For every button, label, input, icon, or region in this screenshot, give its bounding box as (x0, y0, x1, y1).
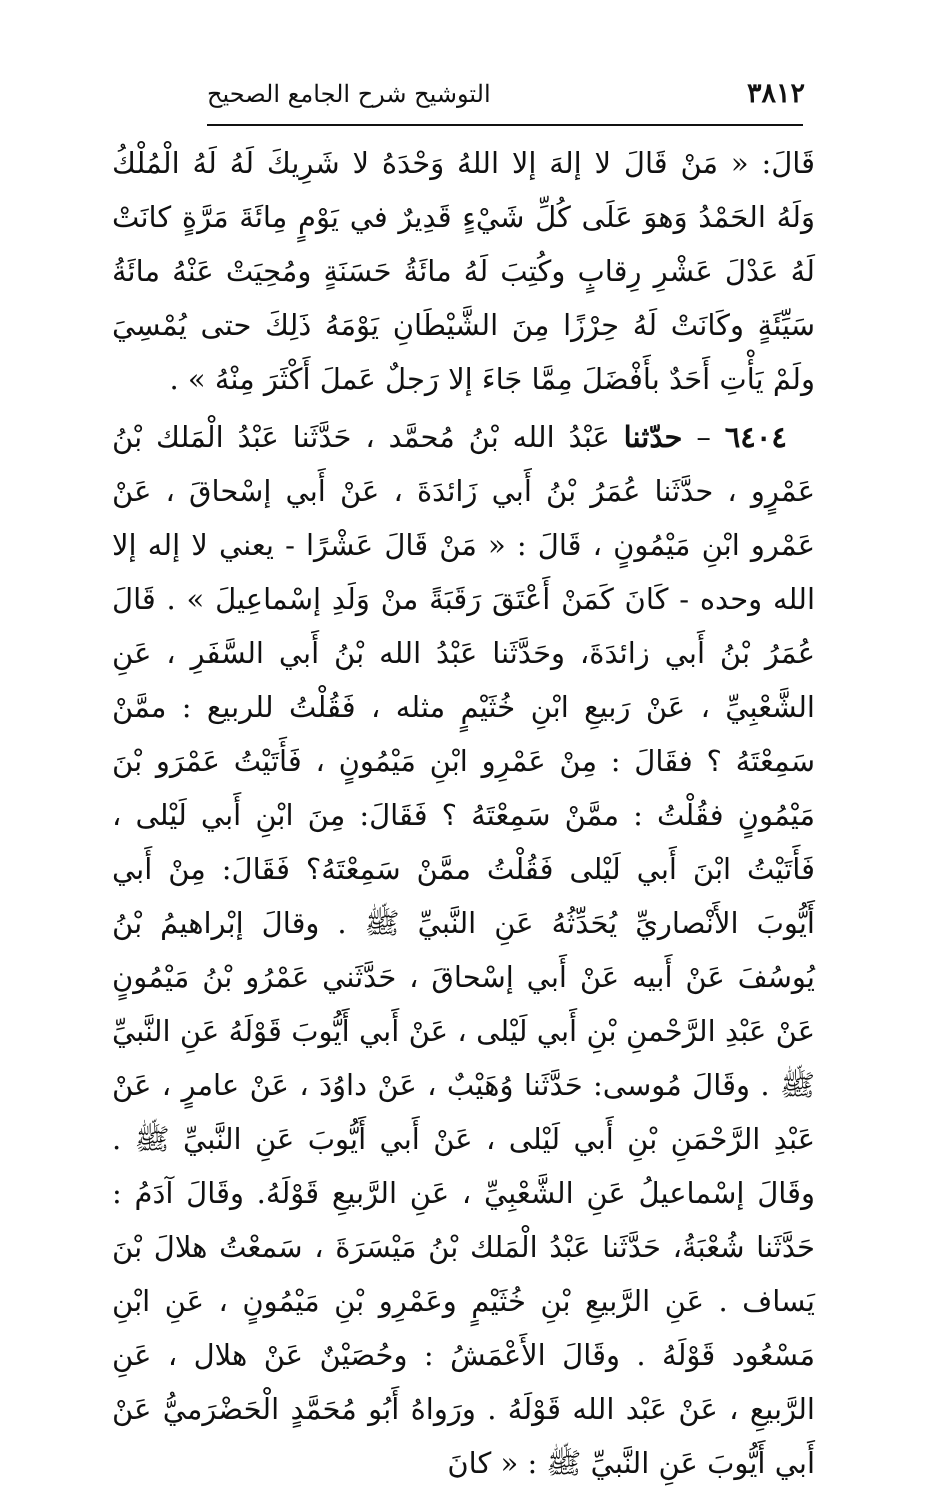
header-rule (207, 124, 803, 126)
running-title: التوشيح شرح الجامع الصحيح (207, 80, 491, 108)
body-text (112, 136, 815, 1490)
paragraph-continuation: قَالَ: « مَنْ قَالَ لا إلهَ إلا اللهُ وَحْدَهُ لا شَرِيكَ لَهُ لَهُ الْمُلْكُ وَلَهُ الحَمْدُ وَهوَ عَلَى كُلِّ شَيْءٍ قَدِيرٌ في يَوْمٍ مِائَةَ مَرَّةٍ كانَتْ لَهُ عَدْلَ عَشْرِ رِقابٍ وكُتِبَ لَهُ مائَةُ حَسَنَةٍ ومُحِيَتْ عَنْهُ مائَةُ سَيِّئَةٍ وكَانَتْ لَهُ حِرْزًا مِنَ الشَّيْطَانِ يَوْمَهُ ذَلِكَ حتى يُمْسِيَ ولَمْ يَأْتِ أَحَدٌ بأَفْضَلَ مِمَّا جَاءَ إلا رَجلٌ عَملَ أَكْثَرَ مِنْهُ » . (112, 146, 815, 396)
running-header (112, 78, 815, 122)
hadith-lead-word: حدّثنا (623, 420, 683, 454)
page-number: ٣٨١٢ (746, 78, 805, 109)
hadith-text: عَبْدُ الله بْنُ مُحمَّد ، حَدَّثَنا عَبْدُ الْمَلك بْنُ عَمْرٍو ، حدَّثَنا عُمَرُ بْنُ أَبي زَائدَةَ ، عَنْ أَبي إسْحاقَ ، عَنْ عَمْرو ابْنِ مَيْمُونٍ ، قَالَ : « مَنْ قَالَ عَشْرًا - يعني لا إله إلا الله وحده - كَانَ كَمَنْ أَعْتَقَ رَقَبَةً منْ وَلَدِ إسْماعِيلَ » . قَالَ عُمَرُ بْنُ أَبي زائدَةَ، وحَدَّثَنا عَبْدُ الله بْنُ أَبي السَّفَرِ ، عَنِ الشَّعْبِيِّ ، عَنْ رَبيعِ ابْنِ خُثَيْمٍ مثله ، فَقُلْتُ للربيع : ممَّنْ سَمِعْتَهُ ؟ فقَالَ : مِنْ عَمْرِو ابْنِ مَيْمُونٍ ، فَأَتَيْتُ عَمْرَو بْنَ مَيْمُونٍ فقُلْتُ : ممَّنْ سَمِعْتَهُ ؟ فَقَالَ: مِنَ ابْنِ أَبي لَيْلى ، فَأَتَيْتُ ابْنَ أَبي لَيْلى فَقُلْتُ ممَّنْ سَمِعْتَهُ؟ فَقَالَ: مِنْ أَبي أَيُّوبَ الأَنْصاريِّ يُحَدِّثُهُ عَنِ النَّبيِّ ﷺ . وقالَ إبْراهيمُ بْنُ يُوسُفَ عَنْ أَبيه عَنْ أَبي إسْحاقَ ، حَدَّثَني عَمْرُو بْنُ مَيْمُونٍ عَنْ عَبْدِ الرَّحْمنِ بْنِ أَبي لَيْلى ، عَنْ أَبي أَيُّوبَ قَوْلَهُ عَنِ النَّبيِّ ﷺ . وقَالَ مُوسى: حَدَّثَنا وُهَيْبٌ ، عَنْ داوُدَ ، عَنْ عامرٍ ، عَنْ عَبْدِ الرَّحْمَنِ بْنِ أَبي لَيْلى ، عَنْ أَبي أَيُّوبَ عَنِ النَّبيِّ ﷺ . وقَالَ إسْماعيلُ عَنِ الشَّعْبِيِّ ، عَنِ الرَّبيعِ قَوْلَهُ. وقَالَ آدَمُ : حَدَّثَنا شُعْبَةُ، حَدَّثَنا عَبْدُ الْمَلك بْنُ مَيْسَرَةَ ، سَمعْتُ هلالَ بْنَ يَساف . عَنِ الرَّبيعِ بْنِ خُثَيْمٍ وعَمْرِو بْنِ مَيْمُونٍ ، عَنِ ابْنِ مَسْعُود قَوْلَهُ . وقَالَ الأَعْمَشُ : وحُصَيْنٌ عَنْ هلال ، عَنِ الرَّبيعِ ، عَنْ عَبْد الله قَوْلَهُ . ورَواهُ أَبُو مُحَمَّدٍ الْحَضْرَميُّ عَنْ أَبي أَيُّوبَ عَنِ النَّبيِّ ﷺ : « كانَ (112, 420, 815, 1480)
hadith-paragraph: ٦٤٠٤ – حدّثنا عَبْدُ الله بْنُ مُحمَّد ، حَدَّثَنا عَبْدُ الْمَلك بْنُ عَمْرٍو ، حدَّثَنا عُمَرُ بْنُ أَبي زَائدَةَ ، عَنْ أَبي إسْحاقَ ، عَنْ عَمْرو ابْنِ مَيْمُونٍ ، قَالَ : « مَنْ قَالَ عَشْرًا - يعني لا إله إلا الله وحده - كَانَ كَمَنْ أَعْتَقَ رَقَبَةً منْ وَلَدِ إسْماعِيلَ » . قَالَ عُمَرُ بْنُ أَبي زائدَةَ، وحَدَّثَنا عَبْدُ الله بْنُ أَبي السَّفَرِ ، عَنِ الشَّعْبِيِّ ، عَنْ رَبيعِ ابْنِ خُثَيْمٍ مثله ، فَقُلْتُ للربيع : ممَّنْ سَمِعْتَهُ ؟ فقَالَ : مِنْ عَمْرِو ابْنِ مَيْمُونٍ ، فَأَتَيْتُ عَمْرَو بْنَ مَيْمُونٍ فقُلْتُ : ممَّنْ سَمِعْتَهُ ؟ فَقَالَ: مِنَ ابْنِ أَبي لَيْلى ، فَأَتَيْتُ ابْنَ أَبي لَيْلى فَقُلْتُ ممَّنْ سَمِعْتَهُ؟ فَقَالَ: مِنْ أَبي أَيُّوبَ الأَنْصاريِّ يُحَدِّثُهُ عَنِ النَّبيِّ ﷺ . وقالَ إبْراهيمُ بْنُ يُوسُفَ عَنْ أَبيه عَنْ أَبي إسْحاقَ ، حَدَّثَني عَمْرُو بْنُ مَيْمُونٍ عَنْ عَبْدِ الرَّحْمنِ بْنِ أَبي لَيْلى ، عَنْ أَبي أَيُّوبَ قَوْلَهُ عَنِ النَّبيِّ ﷺ . وقَالَ مُوسى: حَدَّثَنا وُهَيْبٌ ، عَنْ داوُدَ ، عَنْ عامرٍ ، عَنْ عَبْدِ الرَّحْمَنِ بْنِ أَبي لَيْلى ، عَنْ أَبي أَيُّوبَ عَنِ النَّبيِّ ﷺ . وقَالَ إسْماعيلُ عَنِ الشَّعْبِيِّ ، عَنِ الرَّبيعِ قَوْلَهُ. وقَالَ آدَمُ : حَدَّثَنا شُعْبَةُ، حَدَّثَنا عَبْدُ الْمَلك بْنُ مَيْسَرَةَ ، سَمعْتُ هلالَ بْنَ يَساف . عَنِ الرَّبيعِ بْنِ خُثَيْمٍ وعَمْرِو بْنِ مَيْمُونٍ ، عَنِ ابْنِ مَسْعُود قَوْلَهُ . وقَالَ الأَعْمَشُ : وحُصَيْنٌ عَنْ هلال ، عَنِ الرَّبيعِ ، عَنْ عَبْد الله قَوْلَهُ . ورَواهُ أَبُو مُحَمَّدٍ الْحَضْرَميُّ عَنْ أَبي أَيُّوبَ عَنِ النَّبيِّ ﷺ : « كانَ (112, 420, 815, 1480)
hadith-number: ٦٤٠٤ (724, 420, 788, 454)
